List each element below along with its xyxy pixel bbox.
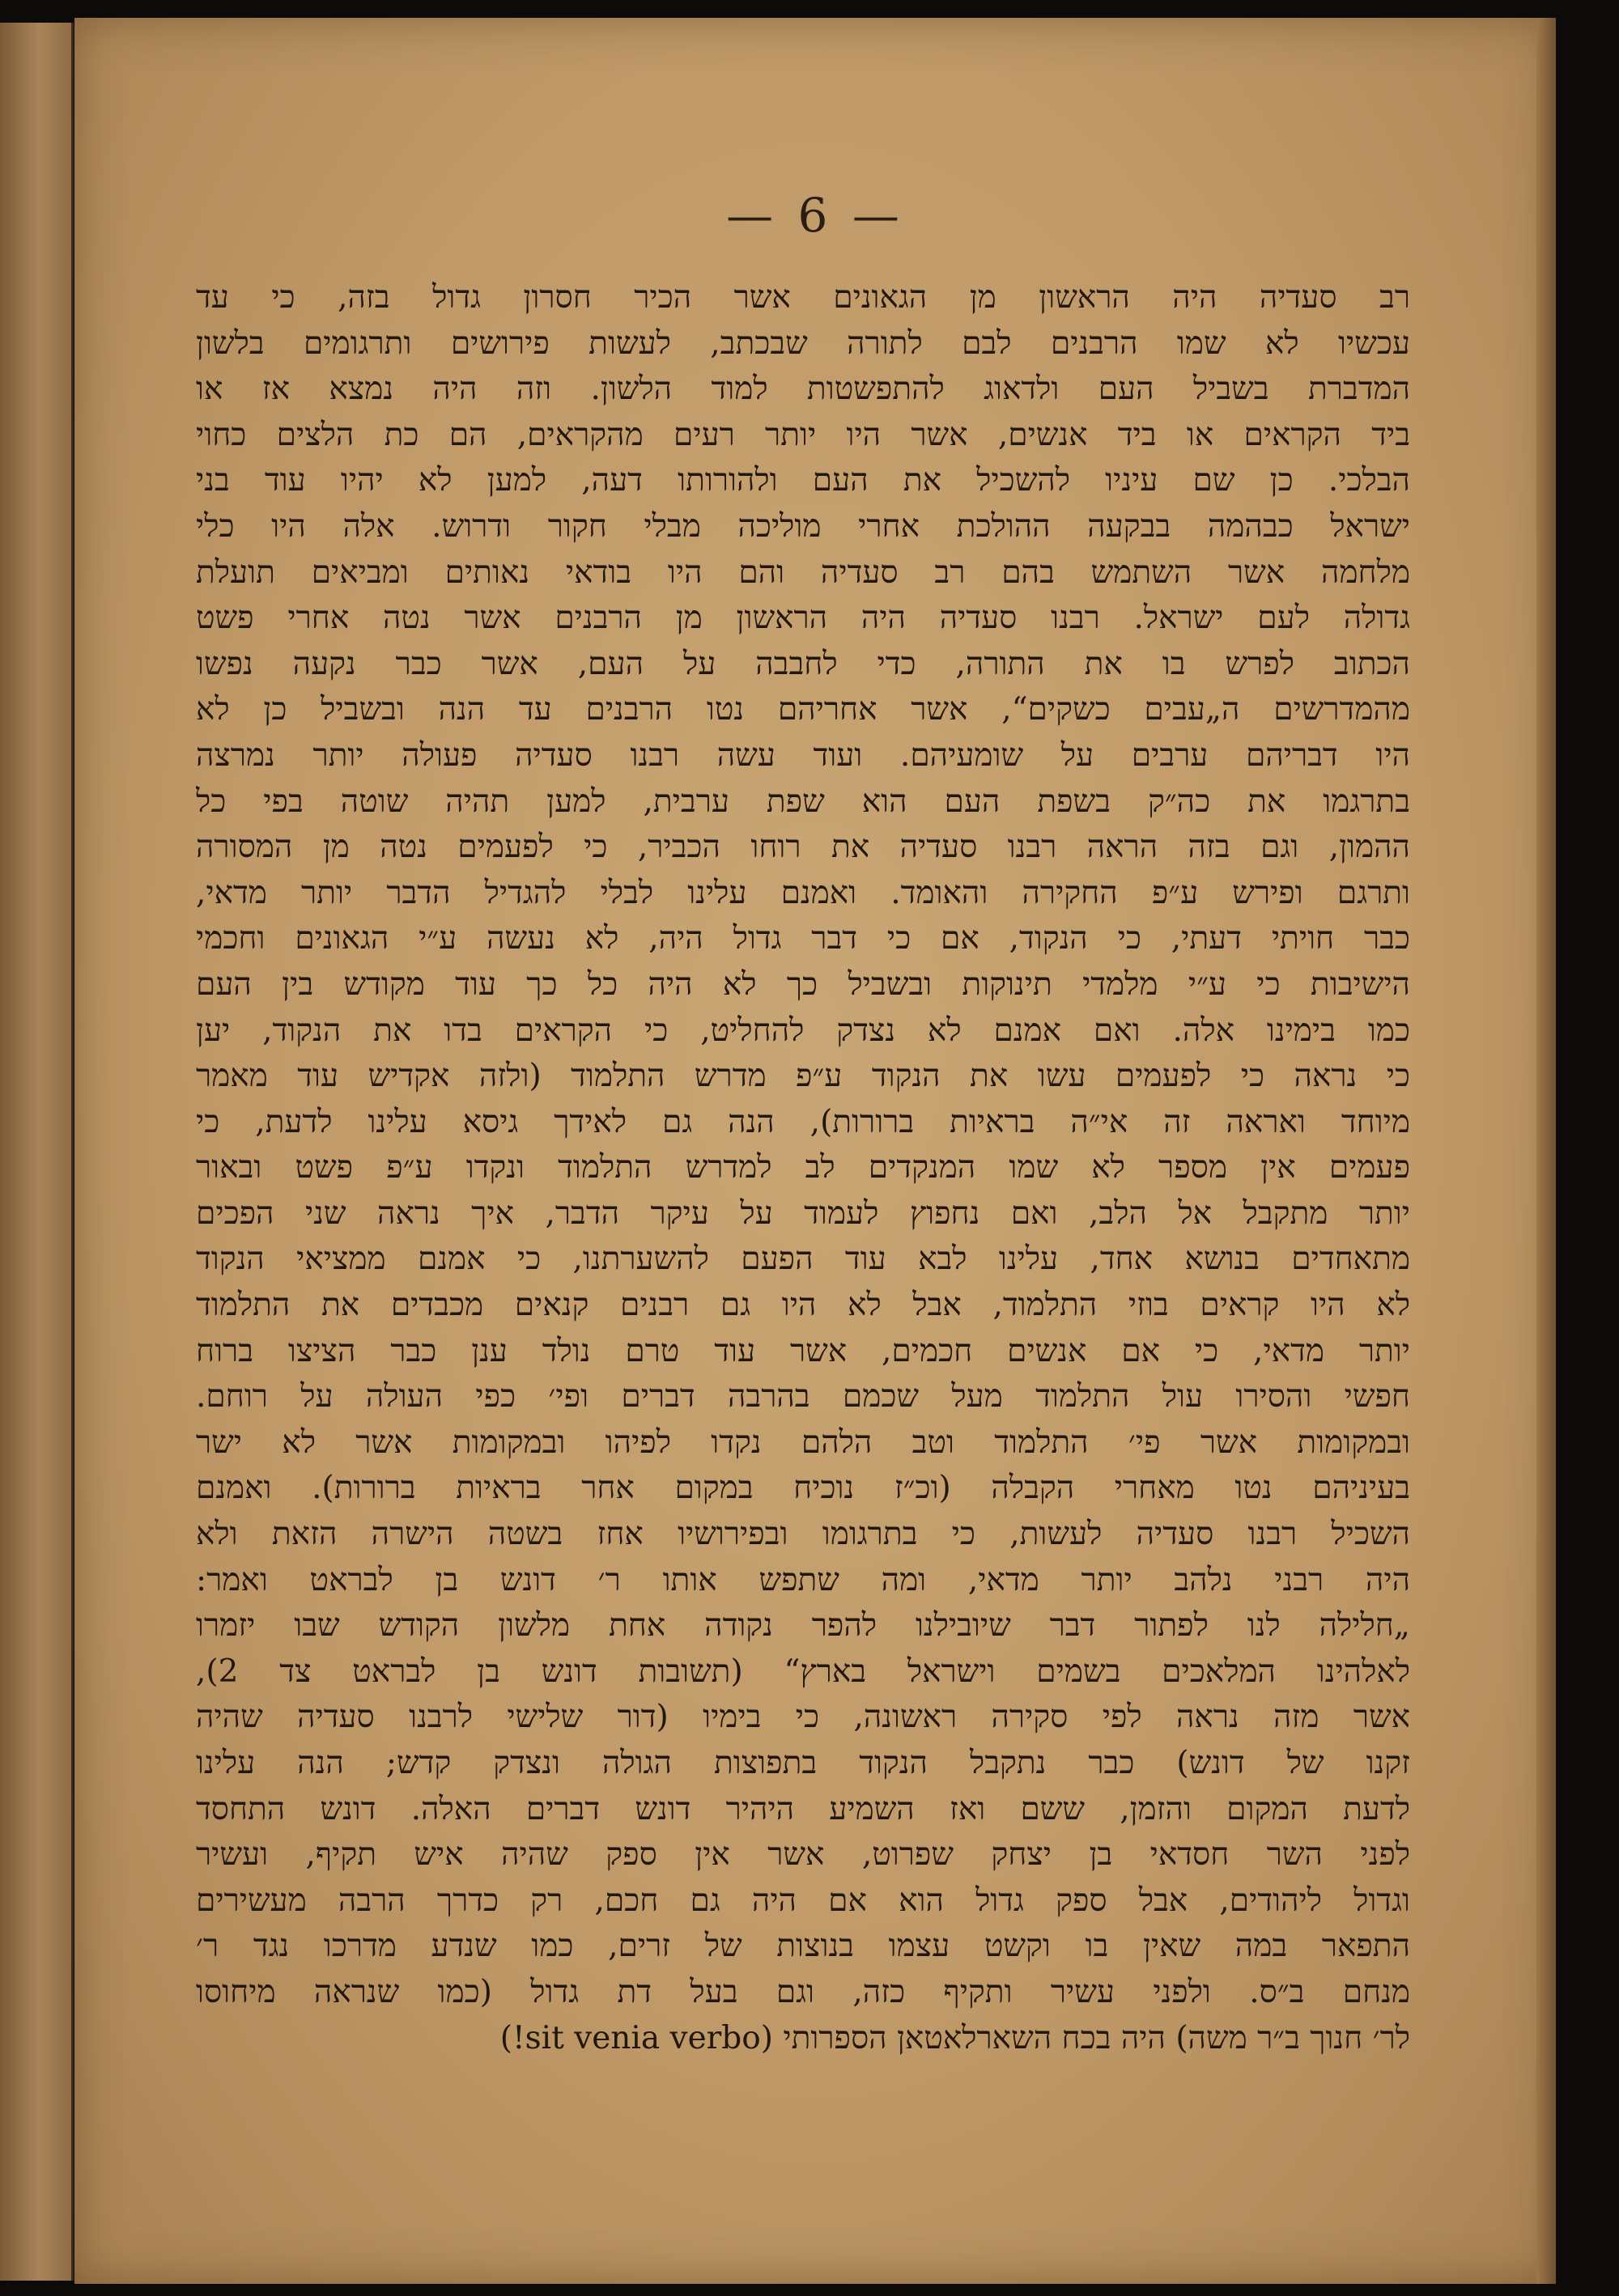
text-line: עכשיו לא שמו הרבנים לבם לתורה שבכתב, לעשות פירושים ותרגומים בלשון: [196, 325, 1410, 362]
book-page: [74, 18, 1556, 2284]
text-line: כי נראה כי לפעמים עשו את הנקוד ע״פ מדרש התלמוד (ולזה אקדיש עוד מאמר: [196, 1058, 1410, 1095]
text-line: מיוחד ואראה זה אי״ה בראיות ברורות), הנה גם לאידך גיסא עלינו לדעת, כי: [196, 1103, 1410, 1140]
text-line: בתרגמו את כה״ק בשפת העם הוא שפת ערבית, למען תהיה שוטה בפי כל: [196, 783, 1410, 820]
text-line: לאלהינו המלאכים בשמים וישראל בארץ“ (תשובות דונש בן לבראט צד 2),: [196, 1653, 1410, 1690]
text-line: מלחמה אשר השתמש בהם רב סעדיה והם היו בודאי נאותים ומביאים תועלת: [196, 554, 1410, 591]
text-line: גדולה לעם ישראל. רבנו סעדיה היה הראשון מן הרבנים אשר נטה אחרי פשט: [196, 600, 1410, 637]
text-line: הישיבות כי ע״י מלמדי תינוקות ובשביל כך לא היה כל כך עוד מקודש בין העם: [196, 966, 1410, 1003]
text-line: פעמים אין מספר לא שמו המנקדים לב למדרש התלמוד ונקדו ע״פ פשט ובאור: [196, 1149, 1410, 1186]
text-line: ובמקומות אשר פי׳ התלמוד וטב הלהם נקדו לפיהו ובמקומות אשר לא ישר: [196, 1424, 1410, 1461]
text-line: הבלכי. כן שם עיניו להשכיל את העם ולהורותו דעה, למען לא יהיו עוד בני: [196, 462, 1410, 499]
text-line: המדברת בשביל העם ולדאוג להתפשטות למוד הלשון. וזה היה נמצא אז או: [196, 371, 1410, 408]
text-line: לר׳ חנוך ב״ר משה) היה בכח השארלאטאן הספרותי (sit venia verbo!): [499, 2019, 1410, 2056]
text-line: לדעת המקום והזמן, ששם ואז השמיע היהיר דונש דברים האלה. דונש התחסד: [196, 1790, 1410, 1827]
text-line: אשר מזה נראה לפי סקירה ראשונה, כי בימיו (דור שלישי לרבנו סעדיה שהיה: [196, 1699, 1410, 1736]
text-line: מהמדרשים ה„עבים כשקים“, אשר אחריהם נטו הרבנים עד הנה ובשביל כן לא: [196, 691, 1410, 728]
text-line: מנחם ב״ס. ולפני עשיר ותקיף כזה, וגם בעל דת גדול (כמו שנראה מיחוסו: [196, 1973, 1410, 2010]
text-line: רב סעדיה היה הראשון מן הגאונים אשר הכיר חסרון גדול בזה, כי עד: [196, 279, 1410, 316]
text-line: היה רבני נלהב יותר מדאי, ומה שתפש אותו ר׳ דונש בן לבראט ואמר:: [196, 1561, 1410, 1598]
text-line: „חלילה לנו לפתור דבר שיובילנו להפר נקודה אחת מלשון הקודש שבו יזמרו: [196, 1607, 1410, 1645]
text-line: ההמון, וגם בזה הראה רבנו סעדיה את רוחו הכביר, כי לפעמים נטה מן המסורה: [196, 829, 1410, 866]
text-line: ישראל כבהמה בבקעה ההולכת אחרי מוליכה מבלי חקור ודרוש. אלה היו כלי: [196, 507, 1410, 545]
text-line: ותרגם ופירש ע״פ החקירה והאומד. ואמנם עלינו לבלי להגדיל הדבר יותר מדאי,: [196, 874, 1410, 911]
text-line: התפאר במה שאין בו וקשט עצמו בנוצות של זרים, כמו שנדע מדרכו נגד ר׳: [196, 1928, 1410, 1965]
text-line: יותר מתקבל אל הלב, ואם נחפוץ לעמוד על עיקר הדבר, איך נראה שני הפכים: [196, 1195, 1410, 1232]
text-line: חפשי והסירו עול התלמוד מעל שכמם בהרבה דברים ופי׳ כפי העולה על רוחם.: [196, 1378, 1410, 1415]
page-body-text: [196, 275, 1410, 2061]
text-line: ביד הקראים או ביד אנשים, אשר היו יותר רעים מהקראים, הם כת הלצים כחוי: [196, 416, 1410, 453]
text-line: לפני השר חסדאי בן יצחק שפרוט, אשר אין ספק שהיה איש תקיף, ועשיר: [196, 1836, 1410, 1874]
text-line: היו דבריהם ערבים על שומעיהם. ועוד עשה רבנו סעדיה פעולה יותר נמרצה: [196, 736, 1410, 774]
text-line: השכיל רבנו סעדיה לעשות, כי בתרגומו ובפירושיו אחז בשטה הישרה הזאת ולא: [196, 1516, 1410, 1553]
page-number: — 6 —: [726, 188, 904, 243]
text-line: יותר מדאי, כי אם אנשים חכמים, אשר עוד טרם נולד ענן כבר הציצו ברוח: [196, 1332, 1410, 1369]
text-line: לא היו קראים בוזי התלמוד, אבל לא היו גם רבנים קנאים מכבדים את התלמוד: [196, 1287, 1410, 1324]
facing-page-edge: [0, 23, 74, 2281]
text-line: כבר חויתי דעתי, כי הנקוד, אם כי דבר גדול היה, לא נעשה ע״י הגאונים וחכמי: [196, 920, 1410, 957]
page-fore-edge: [1536, 18, 1556, 2284]
text-line: זקנו של דונש) כבר נתקבל הנקוד בתפוצות הגולה ונצדק קדש; הנה עלינו: [196, 1745, 1410, 1781]
text-line: כמו בימינו אלה. ואם אמנם לא נצדק להחליט, כי הקראים בדו את הנקוד, יען: [196, 1012, 1410, 1049]
text-line: הכתוב לפרש בו את התורה, כדי לחבבה על העם, אשר כבר נקעה נפשו: [196, 645, 1410, 682]
text-line: מתאחדים בנושא אחד, עלינו לבא עוד הפעם להשערתנו, כי אמנם ממציאי הנקוד: [196, 1241, 1410, 1278]
text-line: בעיניהם נטו מאחרי הקבלה (וכ״ז נוכיח במקום אחר בראיות ברורות). ואמנם: [196, 1470, 1410, 1507]
text-line: וגדול ליהודים, אבל ספק גדול הוא אם היה גם חכם, רק כדרך הרבה מעשירים: [196, 1882, 1410, 1919]
